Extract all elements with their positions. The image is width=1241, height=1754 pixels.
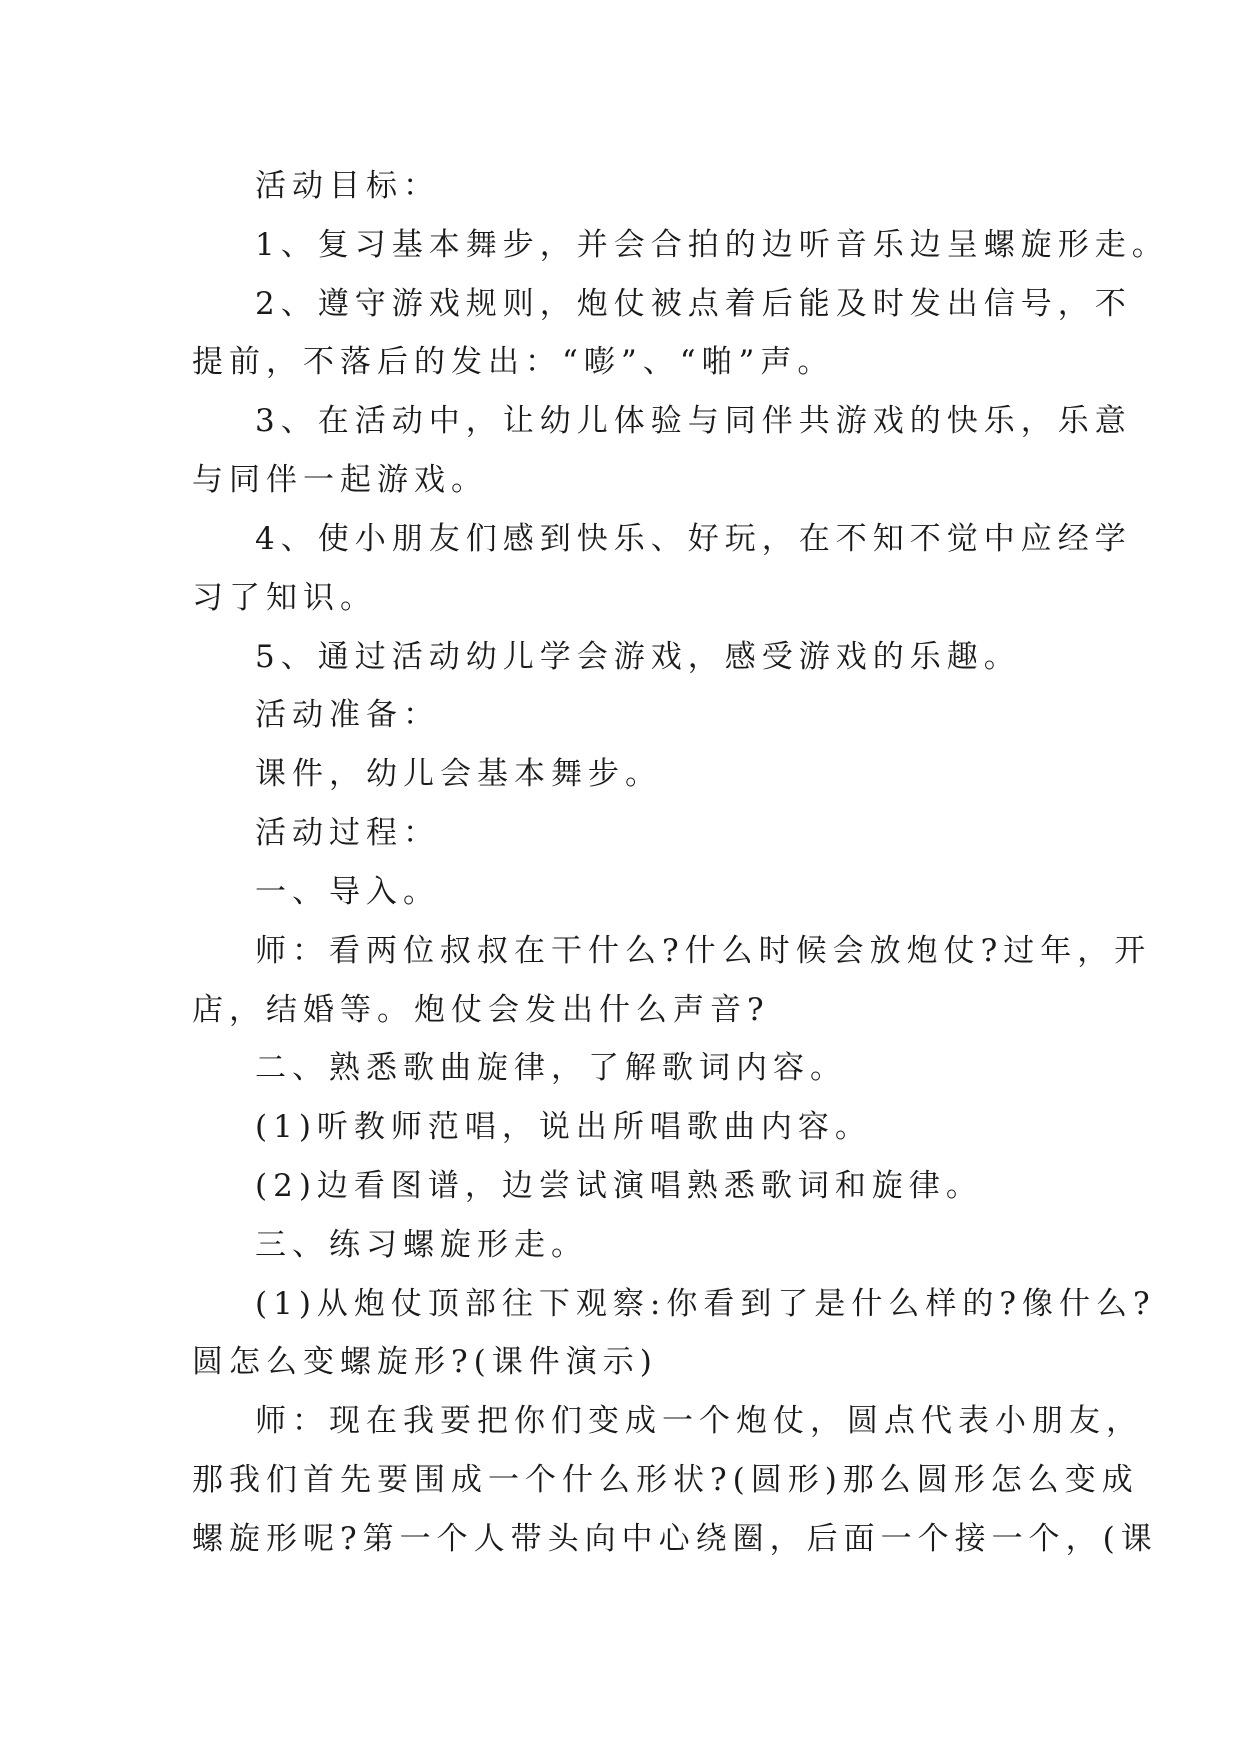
section-3-step-1-line-1: (1)从炮仗顶部往下观察:你看到了是什么样的?像什么? xyxy=(255,1286,1156,1322)
goal-item-2-line-2: 提前，不落后的发出：“嘭”、“啪”声。 xyxy=(192,344,835,380)
section-3-heading: 三、练习螺旋形走。 xyxy=(255,1227,588,1263)
heading-activity-goals: 活动目标： xyxy=(255,168,440,204)
section-2-step-1: (1)听教师范唱，说出所唱歌曲内容。 xyxy=(255,1109,872,1145)
goal-item-5: 5、通过活动幼儿学会游戏，感受游戏的乐趣。 xyxy=(255,639,1021,675)
section-3-step-1-line-2: 圆怎么变螺旋形?(课件演示) xyxy=(192,1344,658,1380)
goal-item-3-line-1: 3、在活动中，让幼儿体验与同伴共游戏的快乐，乐意 xyxy=(255,403,1132,439)
goal-item-2-line-1: 2、遵守游戏规则，炮仗被点着后能及时发出信号，不 xyxy=(255,286,1132,322)
section-1-heading: 一、导入。 xyxy=(255,874,440,910)
heading-activity-process: 活动过程： xyxy=(255,815,440,851)
section-3-teacher-line-3: 螺旋形呢?第一个人带头向中心绕圈，后面一个接一个，(课 xyxy=(192,1521,1158,1557)
section-3-teacher-line-2: 那我们首先要围成一个什么形状?(圆形)那么圆形怎么变成 xyxy=(192,1462,1139,1498)
goal-item-4-line-1: 4、使小朋友们感到快乐、好玩，在不知不觉中应经学 xyxy=(255,521,1132,557)
heading-activity-preparation: 活动准备： xyxy=(255,697,440,733)
goal-item-4-line-2: 习了知识。 xyxy=(192,580,377,616)
preparation-text: 课件，幼儿会基本舞步。 xyxy=(255,756,662,792)
section-3-teacher-line-1: 师：现在我要把你们变成一个炮仗，圆点代表小朋友， xyxy=(255,1403,1143,1439)
goal-item-1: 1、复习基本舞步，并会合拍的边听音乐边呈螺旋形走。 xyxy=(255,227,1169,263)
section-2-heading: 二、熟悉歌曲旋律，了解歌词内容。 xyxy=(255,1050,847,1086)
section-2-step-2: (2)边看图谱，边尝试演唱熟悉歌词和旋律。 xyxy=(255,1168,983,1204)
goal-item-3-line-2: 与同伴一起游戏。 xyxy=(192,462,488,498)
section-1-text-line-2: 店，结婚等。炮仗会发出什么声音? xyxy=(192,992,770,1028)
section-1-text-line-1: 师：看两位叔叔在干什么?什么时候会放炮仗?过年，开 xyxy=(255,933,1152,969)
